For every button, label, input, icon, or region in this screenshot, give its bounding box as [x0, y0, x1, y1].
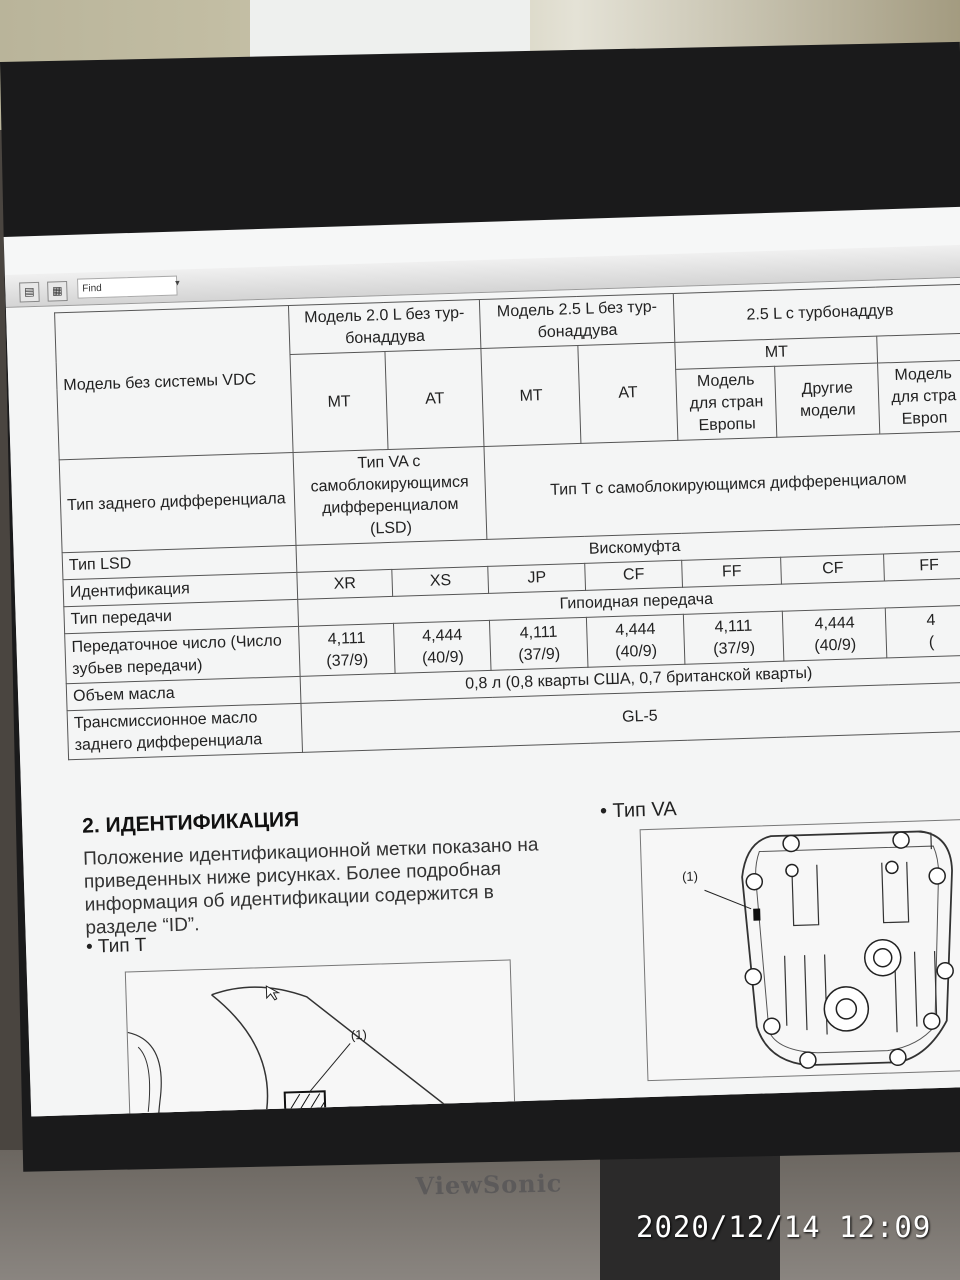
- print-icon[interactable]: ▦: [47, 281, 68, 302]
- oil-type-label: Трансмиссионное масло заднего дифференциала: [67, 703, 302, 759]
- figure-caption: (1) Идентификация: [679, 1093, 824, 1116]
- type-va-diagram: [641, 819, 960, 1080]
- monitor-screen: [4, 207, 960, 1117]
- ident-cell: XR: [297, 569, 394, 599]
- oil-volume-value: 0,8 л (0,8 кварты США, 0,7 британской кварты): [300, 655, 960, 703]
- group-2-5-turbo: 2.5 L с турбонаддув: [673, 284, 960, 342]
- figure-type-va: [640, 818, 960, 1081]
- col-2-0-at: AT: [385, 349, 484, 450]
- ident-cell: XS: [392, 566, 489, 596]
- section-heading: 2. ИДЕНТИФИКАЦИЯ: [81, 807, 300, 838]
- col-europe: Модель для стран Европы: [676, 366, 777, 440]
- col-europe-partial: Модель для стра Европ: [878, 360, 960, 434]
- turbo-mt: MT: [675, 336, 878, 369]
- rear-diff-va: Тип VA с самоблокирующимся дифференциалом (LSD): [293, 446, 487, 545]
- ratio-cell: 4,444 (40/9): [394, 620, 491, 673]
- photo-timestamp: 2020/12/14 12:09: [636, 1210, 932, 1244]
- lsd-value: Вискомуфта: [296, 524, 960, 572]
- col-2-0-mt: MT: [290, 352, 389, 453]
- ident-cell: FF: [884, 551, 960, 581]
- ratio-label: Передаточное число (Число зубьев передачи): [65, 626, 300, 683]
- col-2-5-mt: MT: [481, 345, 581, 446]
- bullet-type-t: • Тип T: [85, 934, 147, 958]
- save-icon[interactable]: ▤: [19, 282, 40, 303]
- document-page: [6, 279, 960, 1117]
- figure-type-t: [125, 959, 518, 1116]
- oil-type-value: GL-5: [301, 682, 960, 752]
- col-other-models: Другие модели: [775, 363, 880, 437]
- section-paragraph: Положение идентификационной метки показано на приведенных ниже рисунках. Более подробная информация об идентификации содержится в разделе “ID”.: [82, 834, 539, 939]
- monitor-brand-logo: ViewSonic: [415, 1168, 563, 1201]
- find-input[interactable]: Find: [77, 276, 178, 299]
- group-2-5: Модель 2.5 L без тур-бонаддува: [480, 293, 675, 348]
- ratio-cell: 4 (: [886, 605, 960, 658]
- col-2-5-at: AT: [578, 342, 678, 443]
- ratio-cell: 4,444 (40/9): [587, 614, 685, 667]
- ratio-cell: 4,111 (37/9): [683, 611, 784, 664]
- gear-type-label: Тип передачи: [64, 599, 298, 633]
- callout-type-va: (1): [681, 868, 699, 884]
- group-2-0: Модель 2.0 L без тур-бонаддува: [288, 300, 481, 355]
- rear-diff-t: Тип T с самоблокирующимся дифференциалом: [484, 431, 960, 539]
- type-t-diagram: [126, 960, 517, 1116]
- ident-cell: FF: [682, 557, 782, 587]
- lsd-label: Тип LSD: [62, 545, 296, 579]
- find-dropdown-icon[interactable]: ▾: [175, 277, 180, 288]
- callout-type-t: (1): [350, 1026, 368, 1043]
- ratio-cell: 4,111 (37/9): [298, 623, 395, 676]
- oil-volume-label: Объем масла: [66, 676, 300, 710]
- no-vdc-label: Модель без системы VDC: [55, 306, 293, 460]
- bullet-type-va: • Тип VA: [599, 798, 677, 823]
- ratio-cell: 4,111 (37/9): [490, 617, 588, 670]
- turbo-at-header: [877, 333, 960, 363]
- ident-cell: CF: [585, 560, 683, 590]
- ratio-cell: 4,444 (40/9): [783, 608, 888, 661]
- rear-diff-label: Тип заднего дифференциала: [59, 452, 296, 552]
- ident-mark: [753, 909, 760, 921]
- ident-cell: CF: [781, 554, 885, 584]
- ident-cell: JP: [488, 563, 586, 593]
- monitor-bezel: [0, 42, 960, 1201]
- gear-type-value: Гипоидная передача: [297, 578, 960, 626]
- spec-table: [54, 284, 960, 760]
- ident-label: Идентификация: [63, 572, 297, 606]
